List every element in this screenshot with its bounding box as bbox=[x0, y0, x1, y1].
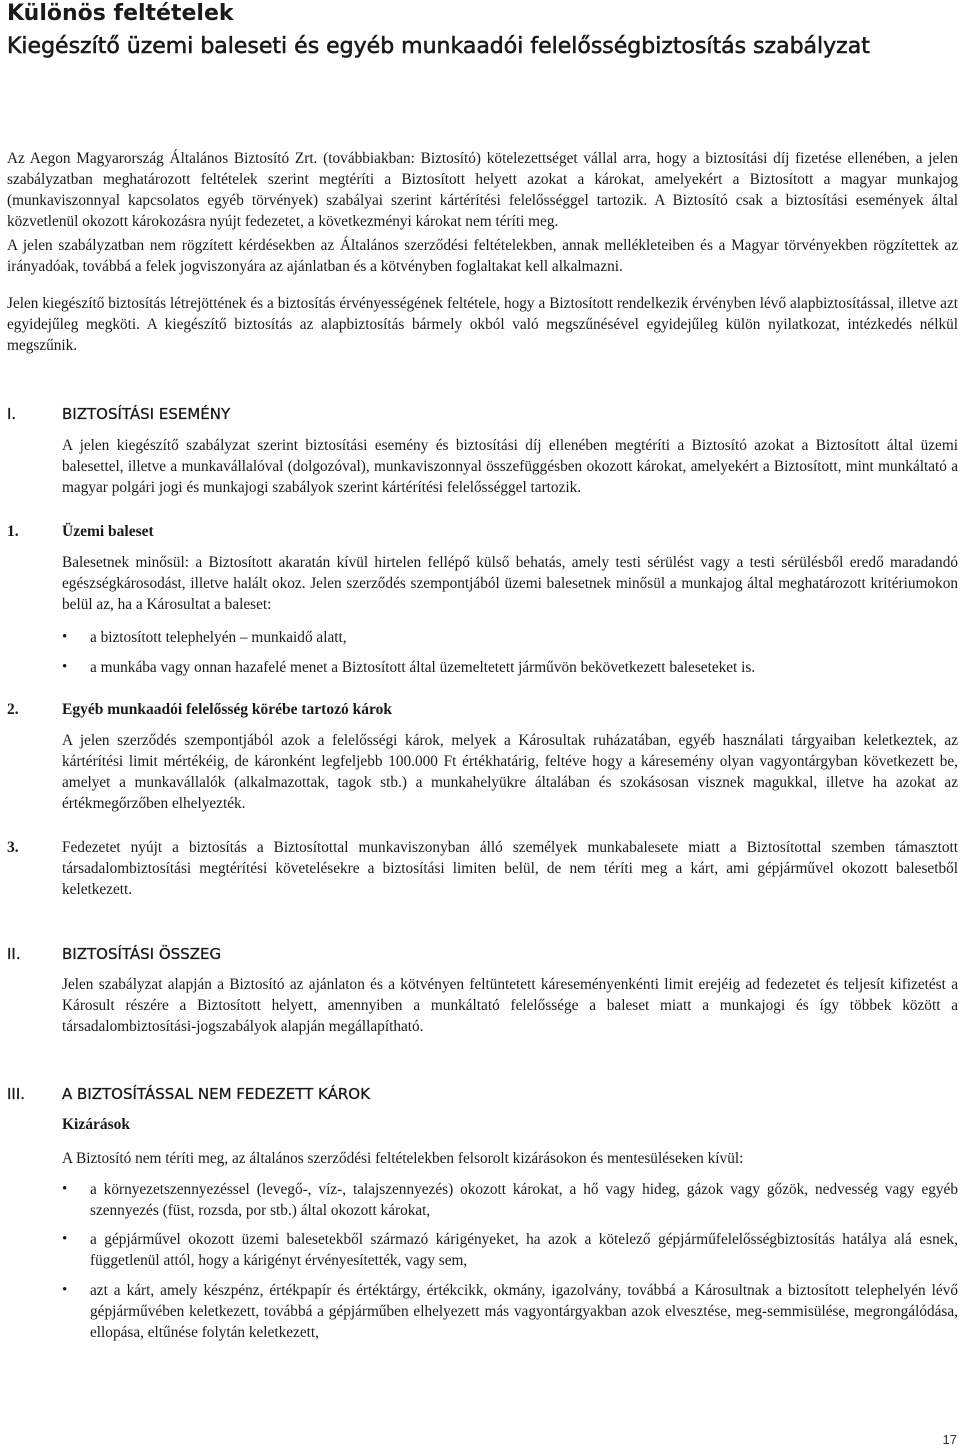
section-title: A BIZTOSÍTÁSSAL NEM FEDEZETT KÁROK bbox=[62, 1085, 370, 1103]
list-item-text: a környezetszennyezéssel (levegő-, víz-, talajszennyezés) okozott károkat, a hő vagy hideg, gázok vagy gőzök, nedvesség vagy egyéb szennyezés (füst, rozsda, por stb.) által okozott károkat, bbox=[90, 1181, 958, 1219]
subsection-title: Egyéb munkaadói felelősség körébe tartozó károk bbox=[62, 701, 392, 718]
section-2-text: Jelen szabályzat alapján a Biztosító az ajánlaton és a kötvényen feltüntetett káreseményenkénti limit erejéig ad fedezetet és teljesít kifizetést a Károsult részére a Biztosított helyett, amennyiben a munkáltató felelőssége a baleset miatt a munkajogi és így többek között a társadalombiztosítási-jogszabályok alapján megállapítható. bbox=[62, 976, 958, 1035]
document-title: Különös feltételek bbox=[7, 1, 234, 26]
bullet-icon: • bbox=[62, 1282, 68, 1298]
intro-paragraph-2: A jelen szabályzatban nem rögzített kérdésekben az Általános szerződési feltételekben, annak mellékleteiben és a Magyar törvényekben rögzítettek az irányadóak, továbbá a felek jogviszonyára az ajánlatban és a kötvényben foglaltakat kell alkalmazni. bbox=[7, 237, 958, 275]
subsection-2-text: A jelen szerződés szempontjából azok a felelősségi károk, melyek a Károsultak ruházatában, egyéb használati tárgyaiban keletkeztek, az kártérítési limit mértékéig, de káronként legfeljebb 100.000 Ft értékhatárig, feltéve hogy a káresemény olyan vagyontárgyban következett be, amelyet a munkavállalók (alkalmazottak, tagok stb.) a munkahelyükre általában és szokásosan visznek magukkal, illetve ha azokat az értékmegőrzőben elhelyezték. bbox=[62, 732, 958, 812]
page-number: 17 bbox=[942, 1432, 957, 1447]
subsection-number: 2. bbox=[7, 701, 19, 718]
bullet-icon: • bbox=[62, 659, 68, 675]
document-subtitle: Kiegészítő üzemi baleseti és egyéb munkaadói felelősségbiztosítás szabályzat bbox=[7, 34, 870, 59]
exclusions-title: Kizárások bbox=[62, 1116, 131, 1133]
list-item-text: azt a kárt, amely készpénz, értékpapír és értéktárgy, értékcikk, okmány, igazolvány, továbbá a Károsultnak a biztosított telephelyén lévő gépjárművében keletkezett, továbbá a gépjárműben elhelyezett más vagyontárgyakban azok elvesztése, meg-semmisülése, megrongálódása, ellopása, eltűnése folytán keletkezett, bbox=[90, 1282, 958, 1341]
exclusions-heading bbox=[62, 1115, 130, 1135]
intro-paragraph-1: Az Aegon Magyarország Általános Biztosító Zrt. (továbbiakban: Biztosító) kötelezettséget vállal arra, hogy a biztosítási díj fizetése ellenében, a jelen szabályzatban meghatározott feltételek szerint megtéríti a Biztosított helyett azokat a károkat, amelyekért a Biztosított a magyar munkajog (munkaviszonnyal kapcsolatos egyéb törvények) szabályai szerint kártérítési felelősséggel tartozik. A Biztosító csak a biztosítási események által közvetlenül okozott károkozásra nyújt fedezetet, a következményi károkat nem téríti meg. bbox=[7, 150, 958, 230]
section-title: BIZTOSÍTÁSI ESEMÉNY bbox=[62, 405, 231, 423]
section-number: II. bbox=[7, 945, 21, 963]
subsection-number: 1. bbox=[7, 523, 19, 540]
list-item-text: a munkába vagy onnan hazafelé menet a Biztosított által üzemeltetett járművön bekövetkezett baleseteket is. bbox=[90, 659, 756, 676]
section-number: I. bbox=[7, 405, 17, 423]
intro-paragraph-3: Jelen kiegészítő biztosítás létrejöttének és a biztosítás érvényességének feltétele, hogy a Biztosított rendelkezik érvényben lévő alapbiztosítással, illetve azt egyidejűleg megköti. A kiegészítő biztosítás az alapbiztosítás bármely okból való megszűnésével egyidejűleg külön nyilatkozat, intézkedés nélkül megszűnik. bbox=[7, 295, 958, 354]
bullet-icon: • bbox=[62, 1181, 68, 1197]
list-item-text: a biztosított telephelyén – munkaidő alatt, bbox=[90, 629, 347, 646]
subsection-1-text: Balesetnek minősül: a Biztosított akaratán kívül hirtelen fellépő külső behatás, amely testi sérülést vagy a testi sérülésből eredő maradandó egészségkárosodást, illetve halált okoz. Jelen szerződés szempontjából üzemi balesetnek minősül a munkajog által meghatározott kritériumokon belül az, ha a Károsultat a baleset: bbox=[62, 554, 958, 613]
bullet-icon: • bbox=[62, 1231, 68, 1247]
subsection-3-text: Fedezetet nyújt a biztosítás a Biztosítottal munkaviszonyban álló személyek munkabalesete miatt a Biztosítottal szemben támasztott társadalombiztosítási megtérítési követelésekre a biztosítási limiten belül, de nem téríti meg a kárt, ami gépjárművel okozott balesetből keletkezett. bbox=[62, 839, 958, 898]
section-3-text: A Biztosító nem téríti meg, az általános szerződési feltételekben felsorolt kizárásokon és mentesüléseken kívül: bbox=[62, 1150, 744, 1167]
section-1-text: A jelen kiegészítő szabályzat szerint biztosítási esemény és biztosítási díj ellenében megtéríti a Biztosító azokat a Biztosított által üzemi balesettel, illetve a munkavállalóval (dolgozóval), munkaviszonnyal összefüggésben okozott károkat, amelyekért a Biztosított, mint munkáltató a magyar polgári jogi és munkajogi szabályok szerint kártérítési felelősséggel tartozik. bbox=[62, 437, 958, 496]
bullet-icon: • bbox=[62, 629, 68, 645]
subsection-title: Üzemi baleset bbox=[62, 523, 154, 540]
section-number: III. bbox=[7, 1085, 26, 1103]
section-title: BIZTOSÍTÁSI ÖSSZEG bbox=[62, 945, 222, 963]
list-item-text: a gépjárművel okozott üzemi balesetekből származó kárigényeket, ha azok a kötelező gépjárműfelelősségbiztosítás hatálya alá esnek, függetlenül attól, hogy a kárigényt érvényesítették, vagy sem, bbox=[90, 1231, 958, 1269]
subsection-number: 3. bbox=[7, 839, 19, 856]
